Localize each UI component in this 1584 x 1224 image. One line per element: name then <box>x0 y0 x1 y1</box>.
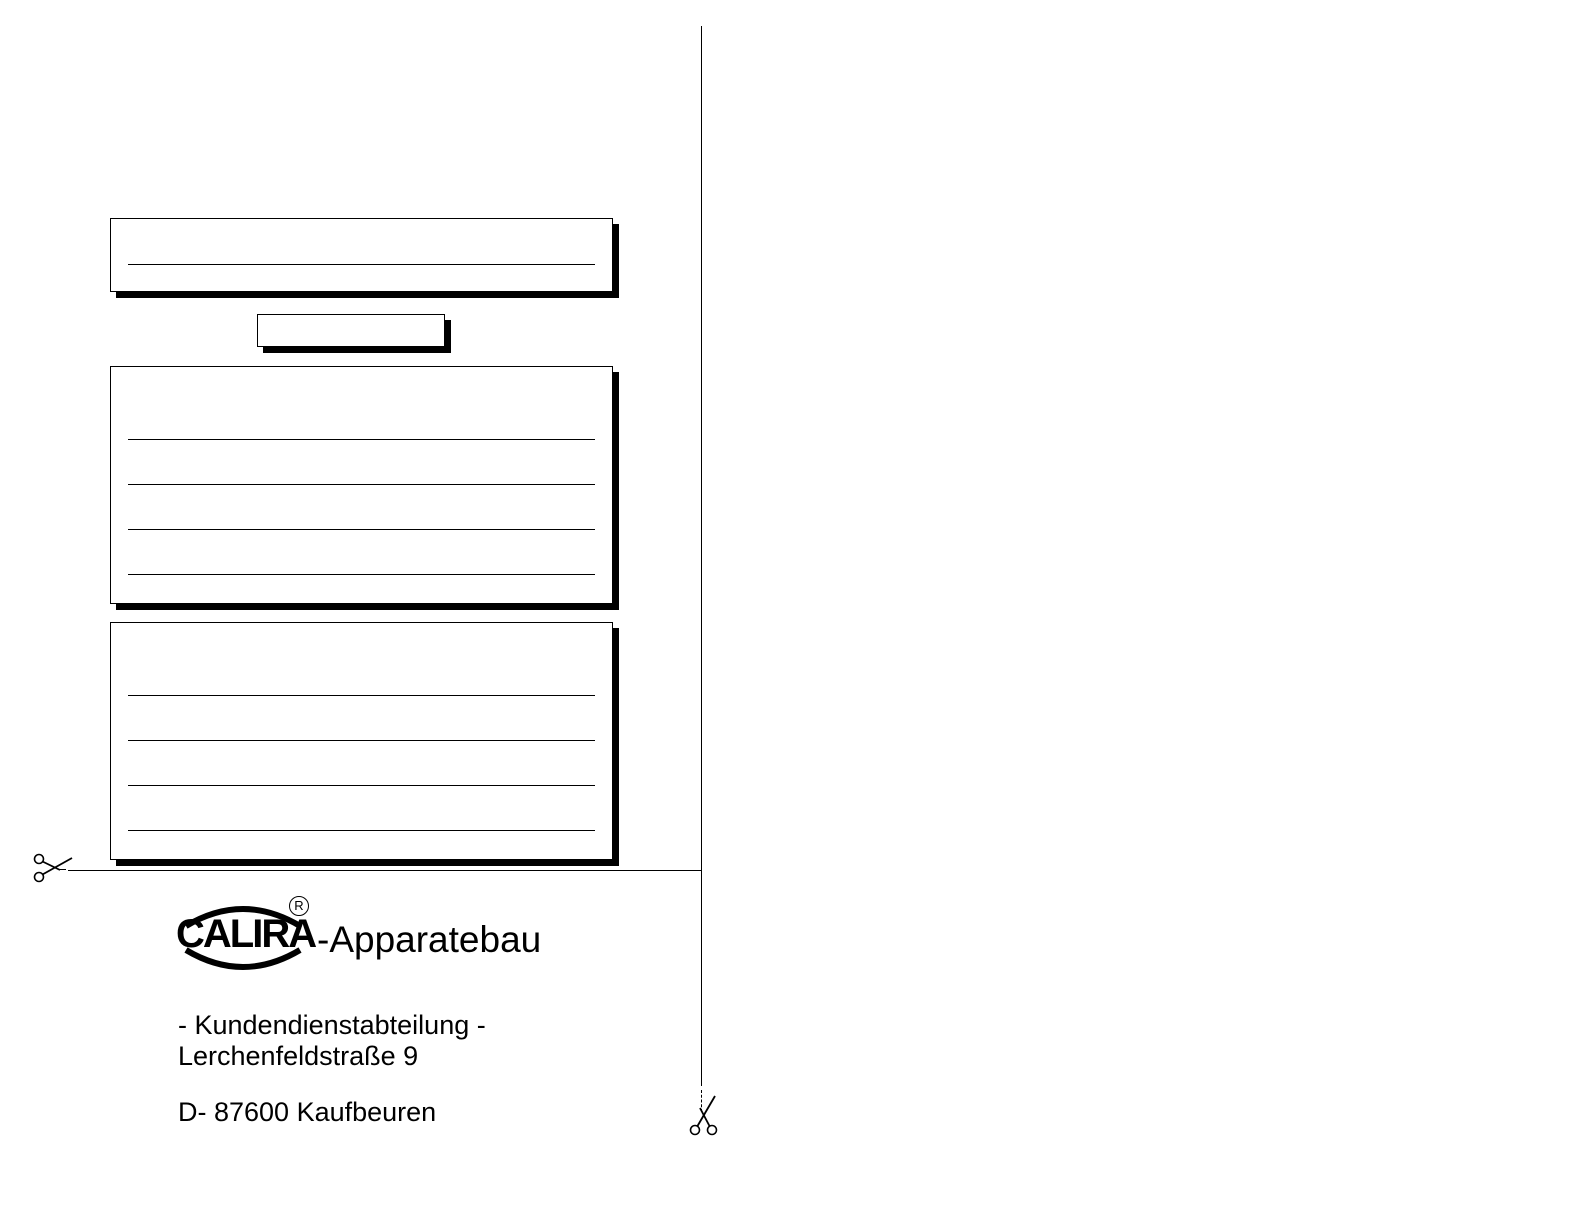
writing-line[interactable] <box>128 529 595 530</box>
address-street: Lerchenfeldstraße 9 <box>178 1041 419 1071</box>
brand-name: CALIRA <box>176 912 316 956</box>
address-department: - Kundendienstabteilung - <box>178 1010 486 1040</box>
fold-line <box>701 26 702 1086</box>
writing-line[interactable] <box>128 740 595 741</box>
form-box-sender-address <box>110 366 613 604</box>
writing-line[interactable] <box>128 830 595 831</box>
writing-line[interactable] <box>128 439 595 440</box>
writing-line[interactable] <box>128 695 595 696</box>
writing-line[interactable] <box>128 264 595 265</box>
registered-mark: R <box>289 896 309 916</box>
form-box-small[interactable] <box>257 314 445 347</box>
address-city: D- 87600 Kaufbeuren <box>178 1097 437 1127</box>
form-box-details <box>110 622 613 860</box>
cut-line <box>68 870 702 871</box>
writing-line[interactable] <box>128 574 595 575</box>
company-suffix: -Apparatebau <box>317 919 542 960</box>
scissors-icon <box>30 852 74 884</box>
writing-line[interactable] <box>128 785 595 786</box>
calira-logo <box>176 898 316 973</box>
writing-line[interactable] <box>128 484 595 485</box>
form-box-name <box>110 218 613 292</box>
scissors-icon <box>688 1094 722 1138</box>
